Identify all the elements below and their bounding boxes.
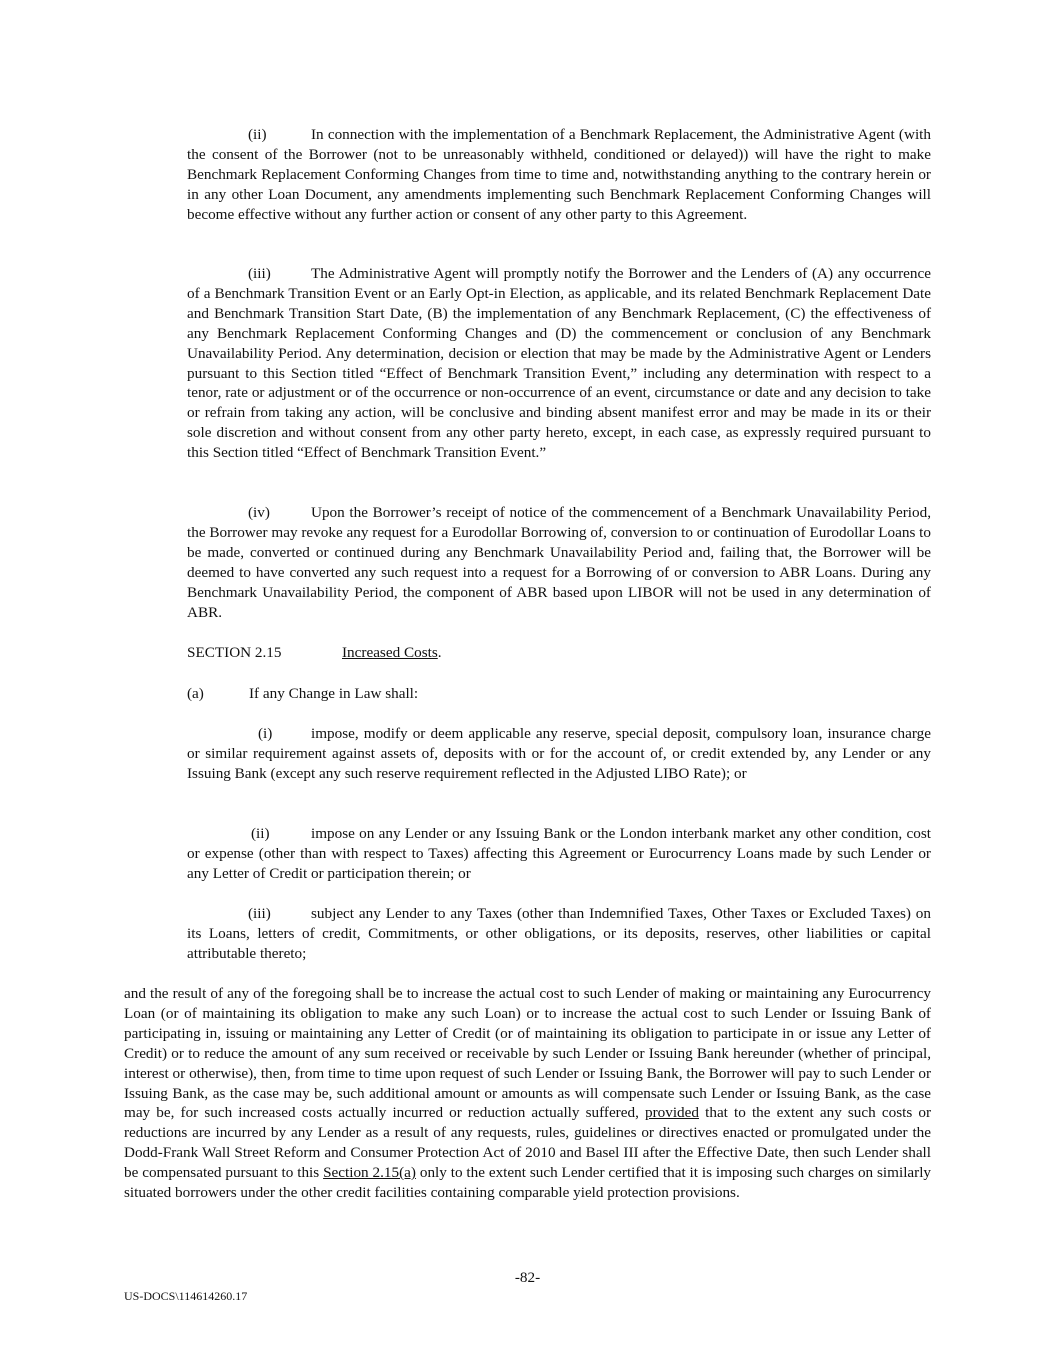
- provided-term: provided: [645, 1104, 699, 1122]
- paragraph-iv-number: (iv): [248, 504, 270, 521]
- section-title-period: .: [437, 644, 442, 661]
- subsection-a-label: (a): [187, 685, 204, 702]
- section-heading: [187, 643, 442, 663]
- paragraph-iii-number: (iii): [248, 265, 271, 282]
- clause-iii-number: (iii): [248, 905, 271, 922]
- paragraph-iii: [187, 264, 931, 463]
- section-reference: Section 2.15(a): [323, 1164, 416, 1182]
- paragraph-ii-number: (ii): [248, 126, 267, 143]
- closing-text-part-1: and the result of any of the foregoing shall be to increase the actual cost to such Lender of making or maintaining any Eurocurrency Loan (or of maintaining its obligation to make any such Loan) or to increase the actual cost to such Lender or Issuing Bank of participating in, issuing or maintaining any Letter of Credit (or of maintaining its obligation to participate in or issue any Letter of Credit) or to reduce the amount of any sum received or receivable by such Lender or Issuing Bank hereunder (whether of principal, interest or otherwise), then, from time to time upon request of such Lender or Issuing Bank, the Borrower will pay to such Lender or Issuing Bank, as the case may be, such additional amount or amounts as will compensate such Lender or Issuing Bank, as the case may be, for such increased costs actually incurred or reduction actually suffered,: [124, 985, 931, 1122]
- closing-text-part-2: that to the extent any such costs or reductions are incurred by any Lender as a result of any requests, rules, guidelines or directives enacted or promulgated under the Dodd-Frank Wall Street Reform and Consumer Protection Act of 2010 and Basel III after the Effective Date, then such Lender shall be compensated pursuant to this: [124, 1104, 932, 1182]
- closing-text-part-3: only to the extent such Lender certified that it is imposing such charges on similarly situated borrowers under the other credit facilities containing comparable yield protection provisions.: [124, 1164, 932, 1202]
- clause-ii-text: impose on any Lender or any Issuing Bank or the London interbank market any other condition, cost or expense (other than with respect to Taxes) affecting this Agreement or Eurocurrency Loans made by such Lender or any Letter of Credit or participation therein; or: [187, 825, 931, 882]
- clause-i-text: impose, modify or deem applicable any reserve, special deposit, compulsory loan, insurance charge or similar requirement against assets of, deposits with or for the account of, or credit extended by, any Lender or any Issuing Bank (except any such reserve requirement reflected in the Adjusted LIBO Rate); or: [187, 725, 931, 782]
- paragraph-iv: [187, 503, 931, 622]
- paragraph-ii: [187, 125, 931, 225]
- paragraph-ii-text: In connection with the implementation of a Benchmark Replacement, the Administrative Agent (with the consent of the Borrower (not to be unreasonably withheld, conditioned or delayed)) will have the right to make Benchmark Replacement Conforming Changes from time to time and, notwithstanding anything to the contrary herein or in any other Loan Document, any amendments implementing such Benchmark Replacement Conforming Changes will become effective without any further action or consent of any other party to this Agreement.: [187, 126, 931, 223]
- section-title: Increased Costs: [342, 644, 438, 661]
- subsection-a: [187, 684, 418, 704]
- subsection-a-text: If any Change in Law shall:: [249, 685, 419, 702]
- clause-iii: [187, 904, 931, 964]
- closing-paragraph: [124, 984, 931, 1203]
- clause-iii-text: subject any Lender to any Taxes (other than Indemnified Taxes, Other Taxes or Excluded Taxes) on its Loans, letters of credit, Commitments, or other obligations, or its deposits, reserves, other liabilities or capital attributable thereto;: [187, 905, 931, 962]
- clause-ii: [187, 824, 931, 884]
- clause-i-number: (i): [258, 725, 273, 742]
- clause-ii-number: (ii): [251, 825, 270, 842]
- section-number: SECTION 2.15: [187, 644, 282, 661]
- paragraph-iii-text: The Administrative Agent will promptly notify the Borrower and the Lenders of (A) any occurrence of a Benchmark Transition Event or an Early Opt-in Election, as applicable, and its related Benchmark Replacement Date and Benchmark Transition Start Date, (B) the implementation of any Benchmark Replacement, (C) the effectiveness of any Benchmark Replacement Conforming Changes and (D) the commencement or conclusion of any Benchmark Unavailability Period. Any determination, decision or election that may be made by the Administrative Agent or Lenders pursuant to this Section titled “Effect of Benchmark Transition Event,” including any determination with respect to a tenor, rate or adjustment or of the occurrence or non-occurrence of an event, circumstance or date and any decision to take or refrain from taking any action, will be conclusive and binding absent manifest error and may be made in its or their sole discretion and without consent from any other party hereto, except, in each case, as expressly required pursuant to this Section titled “Effect of Benchmark Transition Event.”: [187, 265, 931, 462]
- clause-i: [187, 724, 931, 784]
- paragraph-iv-text: Upon the Borrower’s receipt of notice of the commencement of a Benchmark Unavailability Period, the Borrower may revoke any request for a Eurodollar Borrowing of, conversion to or continuation of Eurodollar Loans to be made, converted or continued during any Benchmark Unavailability Period and, failing that, the Borrower will be deemed to have converted any such request into a request for a Borrowing of or conversion to ABR Loans. During any Benchmark Unavailability Period, the component of ABR based upon LIBOR will not be used in any determination of ABR.: [187, 504, 931, 621]
- document-id: US-DOCS\114614260.17: [124, 1289, 248, 1303]
- page-number: -82-: [514, 1269, 541, 1286]
